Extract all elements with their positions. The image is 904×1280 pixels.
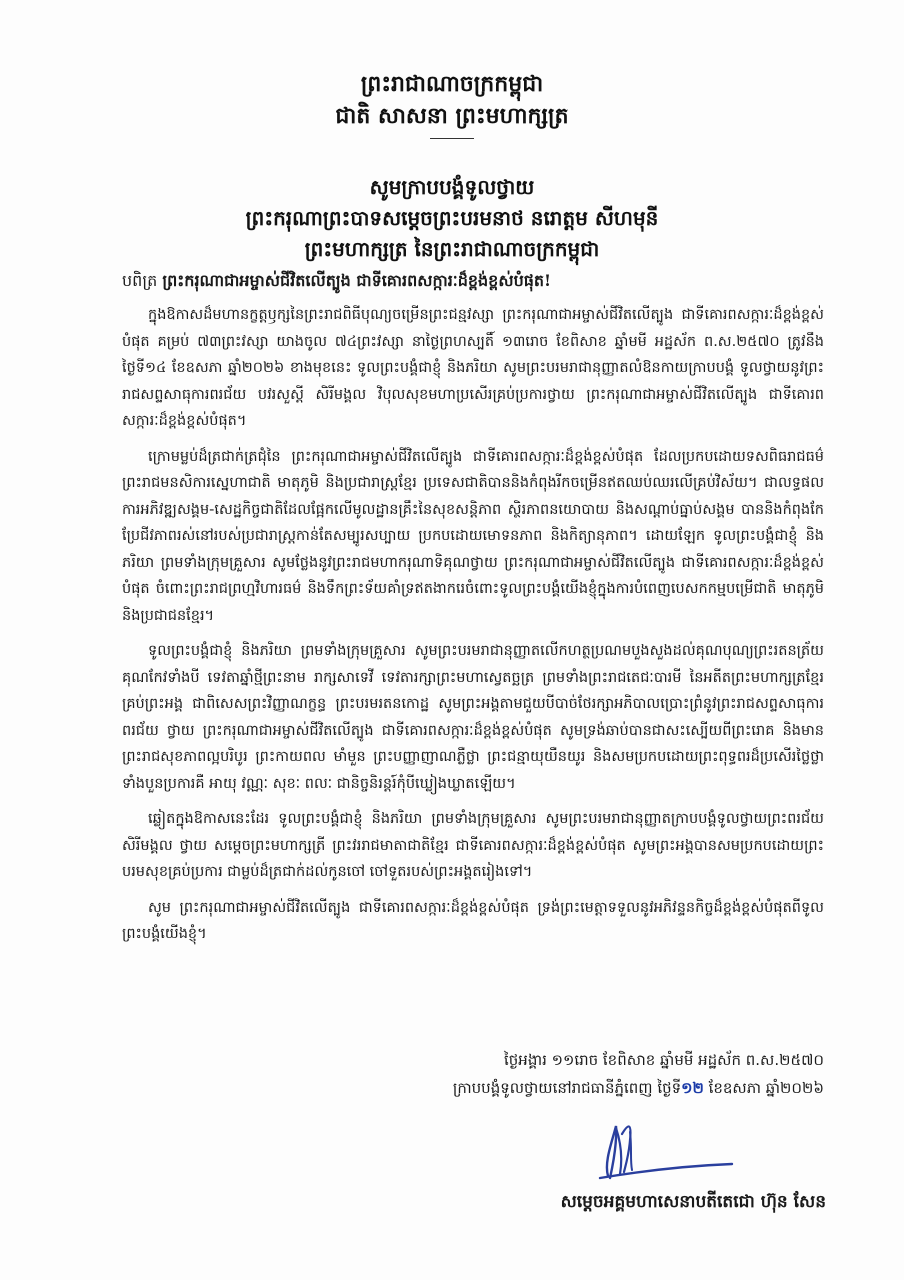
salutation-title: ព្រះករុណាជាអម្ចាស់ជីវិតលើត្បូង ជាទីគោរពសក្ការៈដ៏ខ្ពង់ខ្ពស់បំផុត! xyxy=(162,271,552,290)
solar-date-day: ១២ xyxy=(681,1079,704,1097)
paragraph-5: សូម ព្រះករុណាជាអម្ចាស់ជីវិតលើត្បូង ជាទីគោរពសក្ការៈដ៏ខ្ពង់ខ្ពស់បំផុត ទ្រង់ព្រះមេត្តាទទួលនូវអភិវន្ទនកិច្ចដ៏ខ្ពង់ខ្ពស់បំផុតពីទូលព្រះបង្គំយើងខ្ញុំ។ xyxy=(122,899,824,942)
solar-date xyxy=(364,1074,824,1102)
addressee-line-3: ព្រះមហាក្សត្រ នៃព្រះរាជាណាចក្រកម្ពុជា xyxy=(304,237,600,261)
signer-name: សម្តេចអគ្គមហាសេនាបតីតេជោ ហ៊ុន សែន xyxy=(560,1192,826,1212)
paragraph-3: ទូលព្រះបង្គំជាខ្ញុំ និងភរិយា ព្រមទាំងក្រុមគ្រួសារ សូមព្រះបរមរាជានុញ្ញាតលើកហត្ថប្រណមបួងសួងដល់គុណបុណ្យព្រះរតនត្រ័យ គុណកែវទាំងបី ទេវតាឆ្នាំថ្មីព្រះនាម រាក្សសាទេវី ទេវតារក្សាព្រះមហាស្វេតច្ឆត្រ ព្រមទាំងព្រះរាជតេជៈបារមី នៃអតីតព្រះមហាក្សត្រខ្មែរគ្រប់ព្រះអង្គ ជាពិសេសព្រះវិញ្ញាណក្ខន្ធ ព្រះបរមរតនកោដ្ឋ សូមព្រះអង្គតាមជួយបីបាច់ថែរក្សាអភិបាលប្រោះព្រំនូវព្រះរាជសព្ទសាធុការពរជ័យ ថ្វាយ ព្រះករុណាជាអម្ចាស់ជីវិតលើត្បូង ជាទីគោរពសក្ការៈដ៏ខ្ពង់ខ្ពស់បំផុត សូមទ្រង់ឆាប់បានជាសះស្បើយពីព្រះរោគ និងមានព្រះរាជសុខភាពល្អបរិបូរ ព្រះកាយពល មាំមួន ព្រះបញ្ញាញាណភ្លឺថ្លា ព្រះជន្មាយុយឺនយូរ និងសមប្រកបដោយព្រះពុទ្ធពរដ៏ប្រសើរថ្លៃថ្លាទាំងបួនប្រការគឺ អាយុ វណ្ណៈ សុខៈ ពលៈ ជានិច្ចនិរន្តរ៍កុំបីឃ្លៀងឃ្លាតឡើយ។ xyxy=(122,643,824,792)
motto: ជាតិ សាសនា ព្រះមហាក្សត្រ xyxy=(335,103,569,129)
paragraph-4: ឆ្លៀតក្នុងឱកាសនេះដែរ ទូលព្រះបង្គំជាខ្ញុំ និងភរិយា ព្រមទាំងក្រុមគ្រួសារ សូមព្រះបរមរាជានុញ្ញាតក្រាបបង្គំទូលថ្វាយព្រះពរជ័យសិរីមង្គល ថ្វាយ សម្តេចព្រះមហាក្សត្រី ព្រះវររាជមាតាជាតិខ្មែរ ជាទីគោរពសក្ការៈដ៏ខ្ពង់ខ្ពស់បំផុត សូមព្រះអង្គបានសមប្រកបដោយព្រះបរមសុខគ្រប់ប្រការ ជាម្លប់ដ៏ត្រជាក់ដល់កូនចៅ ចៅទួតរបស់ព្រះអង្គតរៀងទៅ។ xyxy=(122,811,824,880)
addressee-line-2: ព្រះករុណាព្រះបាទសម្តេចព្រះបរមនាថ នរោត្តម សីហមុនី xyxy=(245,206,659,230)
letter-body xyxy=(122,302,824,957)
lunar-date: ថ្ងៃអង្គារ ១១រោច ខែពិសាខ ឆ្នាំមមី អដ្ឋស័ក ព.ស.២៥៧០ xyxy=(504,1051,824,1069)
salutation-prefix: បពិត្រ xyxy=(122,271,163,290)
national-motto xyxy=(0,68,904,139)
handwritten-signature-icon xyxy=(586,1112,736,1186)
salutation xyxy=(122,268,822,294)
paragraph-1: ក្នុងឱកាសដ៏មហានក្ខត្តឫក្សនៃព្រះរាជពិធីបុណ្យចម្រើនព្រះជន្មវស្សា ព្រះករុណាជាអម្ចាស់ជីវិតលើត្បូង ជាទីគោរពសក្ការៈដ៏ខ្ពង់ខ្ពស់បំផុត គម្រប់ ៧៣ព្រះវស្សា យាងចូល ៧៤ព្រះវស្សា នាថ្ងៃព្រហស្បតិ៍ ១៣រោច ខែពិសាខ ឆ្នាំមមី អដ្ឋស័ក ព.ស.២៥៧០ ត្រូវនឹងថ្ងៃទី១៤ ខែឧសភា ឆ្នាំ២០២៦ ខាងមុខនេះ ទូលព្រះបង្គំជាខ្ញុំ និងភរិយា សូមព្រះបរមរាជានុញ្ញាតលំឱនកាយក្រាបបង្គំ ទូលថ្វាយនូវព្រះរាជសព្ទសាធុការពរជ័យ បវរសួស្តី សិរីមង្គល វិបុលសុខមហាប្រសើរគ្រប់ប្រការថ្វាយ ព្រះករុណាជាអម្ចាស់ជីវិតលើត្បូង ជាទីគោរពសក្ការៈដ៏ខ្ពង់ខ្ពស់បំផុត។ xyxy=(122,307,824,429)
addressee-block xyxy=(0,172,904,265)
addressee-line-1: សូមក្រាបបង្គំទូលថ្វាយ xyxy=(369,175,535,199)
solar-date-suffix: ខែឧសភា ឆ្នាំ២០២៦ xyxy=(703,1079,824,1097)
date-block xyxy=(364,1046,824,1102)
kingdom-name: ព្រះរាជាណាចក្រកម្ពុជា xyxy=(360,71,544,97)
header-divider xyxy=(430,138,474,139)
solar-date-prefix: ក្រាបបង្គំទូលថ្វាយនៅរាជធានីភ្នំពេញ ថ្ងៃទី xyxy=(452,1079,682,1097)
paragraph-2: ក្រោមម្លប់ដ៏ត្រជាក់ត្រជុំនៃ ព្រះករុណាជាអម្ចាស់ជីវិតលើត្បូង ជាទីគោរពសក្ការៈដ៏ខ្ពង់ខ្ពស់បំផុត ដែលប្រកបដោយទសពិធរាជធម៌ ព្រះរាជមនសិការស្នេហាជាតិ មាតុភូមិ និងប្រជារាស្ត្រខ្មែរ ប្រទេសជាតិបាននិងកំពុងរីកចម្រើនឥតឈប់ឈរលើគ្រប់វិស័យ។ ជាលទ្ធផល ការអភិវឌ្ឍសង្គម-សេដ្ឋកិច្ចជាតិដែលផ្អែកលើមូលដ្ឋានគ្រឹះនៃសុខសន្តិភាព ស្ថិរភាពនយោបាយ និងសណ្តាប់ធ្នាប់សង្គម បាននិងកំពុងកែប្រែជីវភាពរស់នៅរបស់ប្រជារាស្ត្រកាន់តែសម្បូរសប្បាយ ប្រកបដោយមោទនភាព និងកិត្យានុភាព។ ដោយឡែក ទូលព្រះបង្គំជាខ្ញុំ និងភរិយា ព្រមទាំងក្រុមគ្រួសារ សូមថ្លែងនូវព្រះរាជមហាករុណាទិគុណថ្វាយ ព្រះករុណាជាអម្ចាស់ជីវិតលើត្បូង ជាទីគោរពសក្ការៈដ៏ខ្ពង់ខ្ពស់បំផុត ចំពោះព្រះរាជព្រហ្មវិហារធម៌ និងទឹកព្រះទ័យគាំទ្រឥតងាករេចំពោះទូលព្រះបង្គំយើងខ្ញុំក្នុងការបំពេញបេសកកម្មបម្រើជាតិ មាតុភូមិ និងប្រជាជនខ្មែរ។ xyxy=(122,448,824,624)
